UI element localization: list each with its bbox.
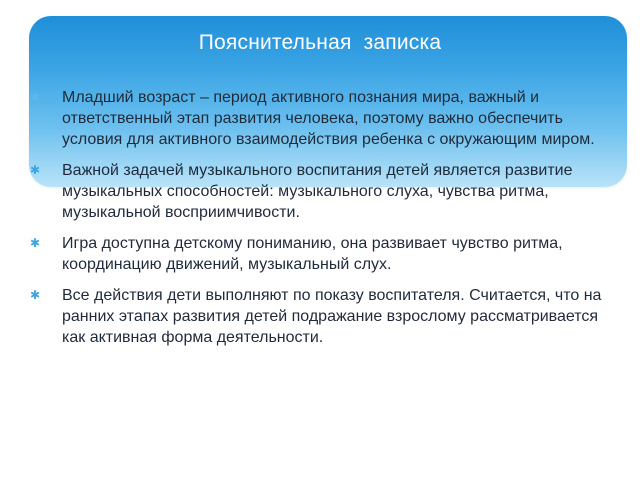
list-item — [30, 233, 620, 275]
bullet-text: Младший возраст – период активного познания мира, важный и ответственный этап развития человека, поэтому важно обеспечить условия для активного взаимодействия ребенка с окружающим миром. — [62, 89, 595, 148]
list-item — [30, 285, 620, 348]
slide-title: Пояснительная записка — [198, 31, 442, 54]
asterisk-icon: ✱ — [30, 163, 41, 177]
bullet-text: Важной задачей музыкального воспитания детей является развитие музыкальных способностей: музыкального слуха, чувства ритма, музыкальной восприимчивости. — [62, 162, 573, 221]
list-item — [30, 87, 620, 150]
list-item — [30, 160, 620, 223]
asterisk-icon: ✱ — [30, 90, 41, 104]
bullet-text: Игра доступна детскому пониманию, она развивает чувство ритма, координацию движений, музыкальный слух. — [62, 235, 563, 273]
bullet-text: Все действия дети выполняют по показу воспитателя. Считается, что на ранних этапах развития детей подражание взрослому рассматривается как активная форма деятельности. — [62, 287, 602, 346]
asterisk-icon: ✱ — [30, 236, 41, 250]
asterisk-icon: ✱ — [30, 288, 41, 302]
bullet-list — [30, 87, 620, 358]
